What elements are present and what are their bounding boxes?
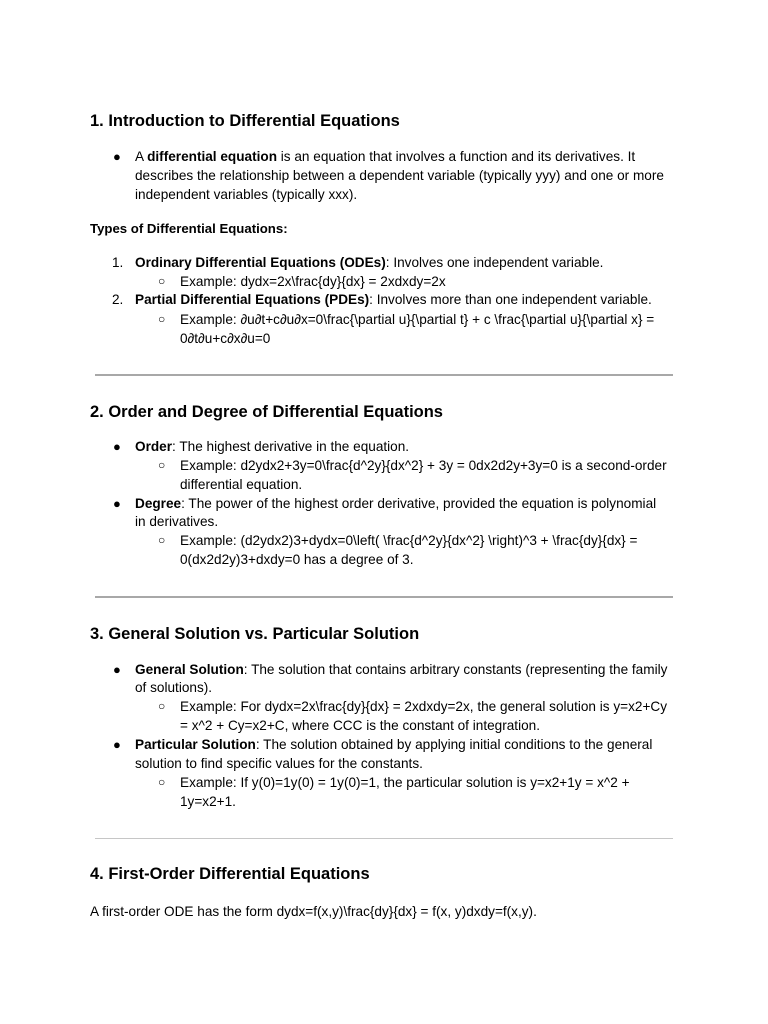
definition-line-2: describes the relationship between a dependent variable (typically yyy) and one or more xyxy=(135,168,664,183)
sub-bullet: ○ xyxy=(158,274,166,288)
section-4-heading: 4. First-Order Differential Equations xyxy=(90,865,370,883)
section-1-heading: 1. Introduction to Differential Equations xyxy=(90,112,400,130)
sub-bullet: ○ xyxy=(158,775,166,789)
types-heading: Types of Differential Equations: xyxy=(90,221,288,236)
particular-solution-line-2: solution to find specific values for the constants. xyxy=(135,756,423,771)
bullet: ● xyxy=(113,439,121,454)
pdes-example-line-2: 0∂t∂u+c∂x∂u=0 xyxy=(180,331,271,346)
degree-definition-line-1: Degree: The power of the highest order derivative, provided the equation is polynomial xyxy=(135,496,657,511)
particular-example-line-2: 1y=x2+1. xyxy=(180,794,236,809)
odes-example: Example: dydx=2x\frac{dy}{dx} = 2xdxdy=2x xyxy=(180,274,446,289)
list-item-odes: Ordinary Differential Equations (ODEs): Involves one independent variable. xyxy=(135,255,604,270)
sub-bullet: ○ xyxy=(158,312,166,326)
degree-definition-line-2: in derivatives. xyxy=(135,514,219,529)
particular-example-line-1: Example: If y(0)=1y(0) = 1y(0)=1, the particular solution is y=x2+1y = x^2 + xyxy=(180,775,630,790)
section-divider xyxy=(95,596,673,598)
order-example-line-1: Example: d2ydx2+3y=0\frac{d^2y}{dx^2} + 3y = 0dx2d2y+3y=0 is a second-order xyxy=(180,458,667,473)
term-differential-equation: differential equation xyxy=(147,149,277,164)
bullet: ● xyxy=(113,149,121,164)
sub-bullet: ○ xyxy=(158,699,166,713)
general-solution-line-1: General Solution: The solution that contains arbitrary constants (representing the family xyxy=(135,662,668,677)
bullet: ● xyxy=(113,496,121,511)
section-divider xyxy=(95,374,673,376)
particular-solution-line-1: Particular Solution: The solution obtained by applying initial conditions to the general xyxy=(135,737,653,752)
definition-line-1: A differential equation is an equation that involves a function and its derivatives. It xyxy=(135,149,636,164)
general-example-line-1: Example: For dydx=2x\frac{dy}{dx} = 2xdxdy=2x, the general solution is y=x2+Cy xyxy=(180,699,668,714)
list-item-pdes: Partial Differential Equations (PDEs): Involves more than one independent variable. xyxy=(135,292,652,307)
section-3-heading: 3. General Solution vs. Particular Solution xyxy=(90,625,420,643)
definition-line-3: independent variables (typically xxx). xyxy=(135,187,358,202)
list-number: 1. xyxy=(112,255,124,270)
pdes-example-line-1: Example: ∂u∂t+c∂u∂x=0\frac{\partial u}{\partial t} + c \frac{\partial u}{\partial x} = xyxy=(180,312,655,327)
first-order-form: A first-order ODE has the form dydx=f(x,y)\frac{dy}{dx} = f(x, y)dxdy=f(x,y). xyxy=(90,904,537,919)
sub-bullet: ○ xyxy=(158,458,166,472)
degree-example-line-2: 0(dx2d2y)3+dxdy=0 has a degree of 3. xyxy=(180,552,414,567)
list-number: 2. xyxy=(112,292,124,307)
general-example-line-2: = x^2 + Cy=x2+C, where CCC is the constant of integration. xyxy=(180,718,540,733)
section-2-heading: 2. Order and Degree of Differential Equations xyxy=(90,403,443,421)
bullet: ● xyxy=(113,662,121,677)
order-example-line-2: differential equation. xyxy=(180,477,303,492)
section-divider xyxy=(95,838,673,839)
order-definition: Order: The highest derivative in the equation. xyxy=(135,439,410,454)
degree-example-line-1: Example: (d2ydx2)3+dydx=0\left( \frac{d^2y}{dx^2} \right)^3 + \frac{dy}{dx} = xyxy=(180,533,638,548)
bullet: ● xyxy=(113,737,121,752)
general-solution-line-2: of solutions). xyxy=(135,680,213,695)
sub-bullet: ○ xyxy=(158,533,166,547)
